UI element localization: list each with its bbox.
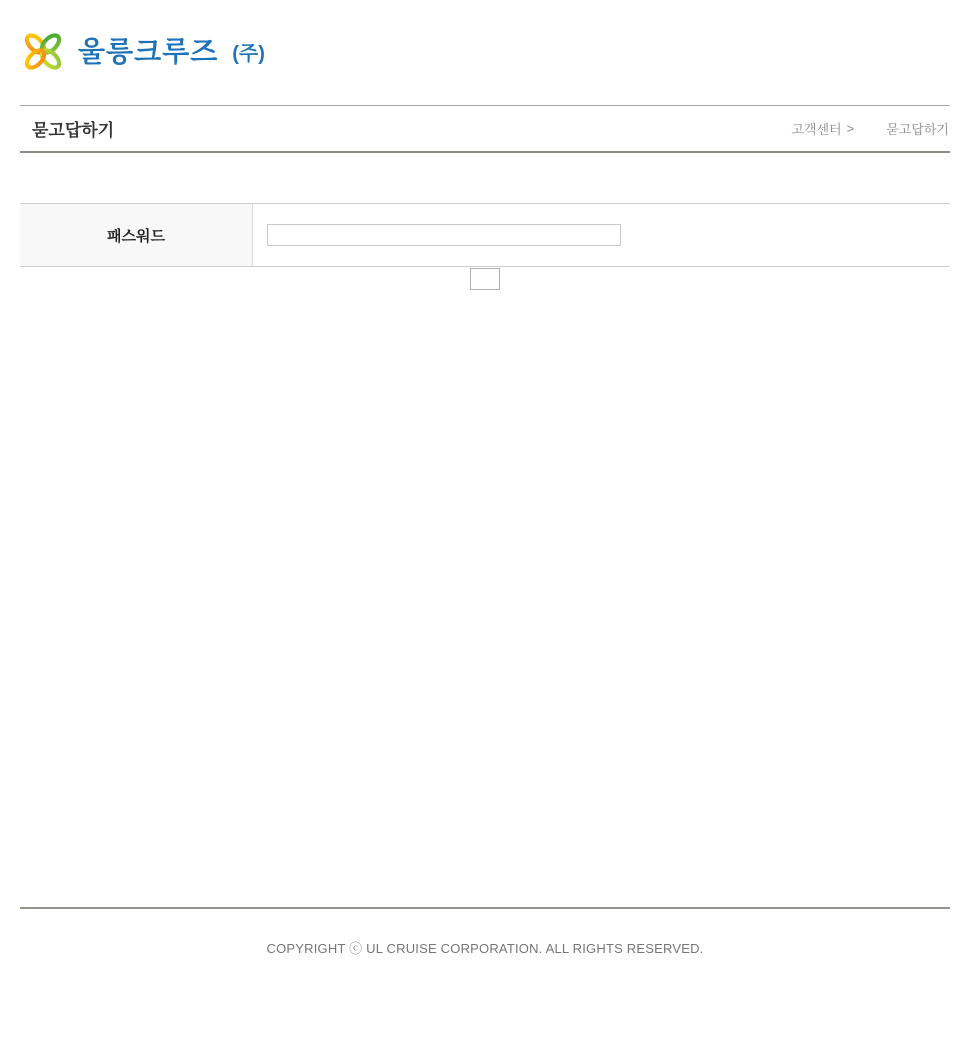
logo-row xyxy=(0,0,970,105)
footer xyxy=(0,907,970,957)
password-label: 패스워드 xyxy=(107,227,165,245)
password-form xyxy=(20,203,950,267)
breadcrumb-separator: > xyxy=(846,121,855,136)
logo-suffix: (주) xyxy=(232,43,265,65)
title-bar xyxy=(20,105,950,153)
copyright-text: COPYRIGHT ⓒ UL CRUISE CORPORATION. ALL RIGHTS RESERVED. xyxy=(266,941,704,956)
page-title: 묻고답하기 xyxy=(32,121,115,140)
password-label-cell xyxy=(20,204,253,266)
breadcrumb-current: 묻고답하기 xyxy=(886,122,949,137)
pinwheel-logo-icon xyxy=(20,27,66,76)
password-input-cell xyxy=(253,204,950,266)
submit-row xyxy=(0,268,970,290)
submit-button[interactable] xyxy=(470,268,500,290)
breadcrumb xyxy=(791,119,950,138)
breadcrumb-parent[interactable]: 고객센터 xyxy=(791,122,842,137)
password-input[interactable] xyxy=(267,224,621,246)
logo-link[interactable] xyxy=(20,27,265,76)
logo-text: 울릉크루즈 xyxy=(78,36,219,67)
